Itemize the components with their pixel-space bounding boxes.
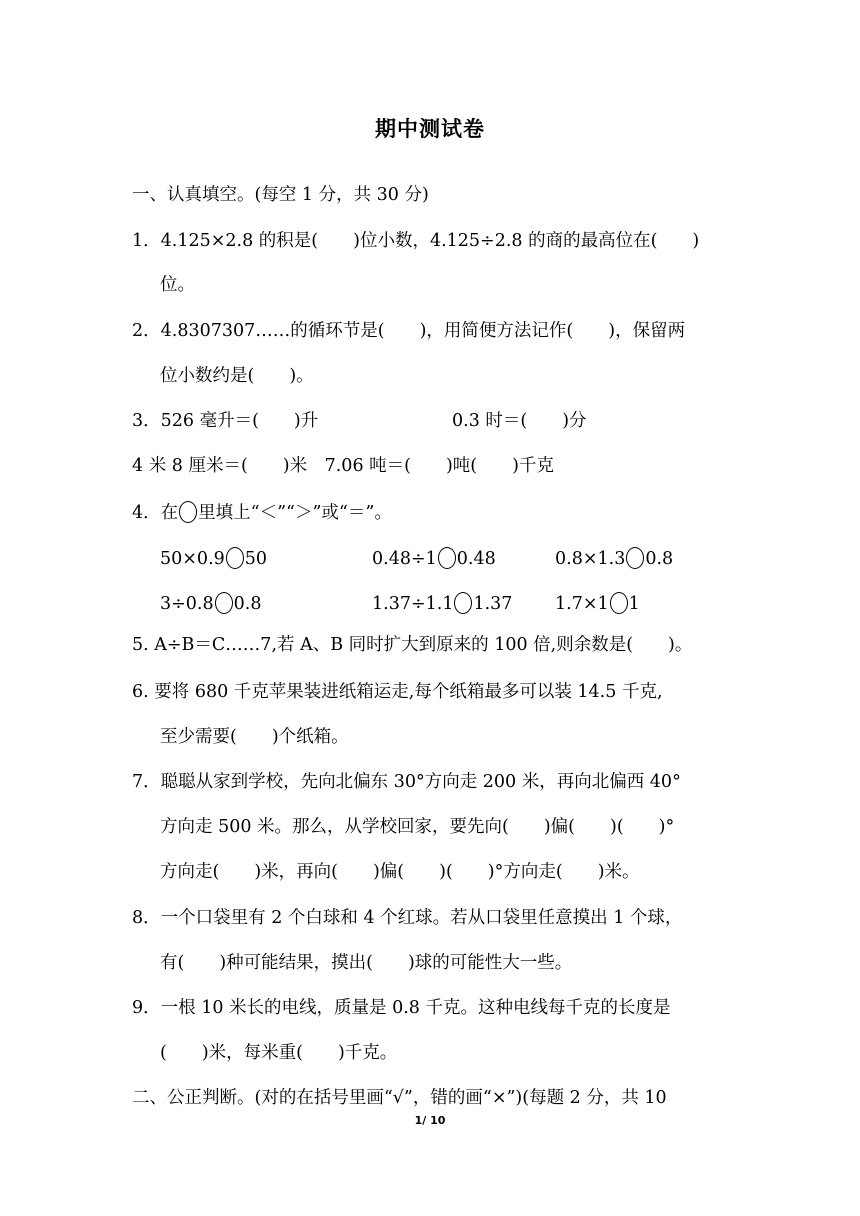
- question-5: 5. A÷B＝C……7,若 A、B 同时扩大到原来的 100 倍,则余数是( )。: [132, 635, 693, 655]
- section2-heading: 二、公正判断。(对的在括号里画“√”，错的画“×”)(每题 2 分，共 10: [132, 1088, 667, 1108]
- answer-circle[interactable]: [215, 592, 233, 614]
- answer-circle[interactable]: [610, 592, 628, 614]
- question-3-part-a: 3．526 毫升＝( )升: [132, 411, 319, 431]
- compare-item-e: 1.37÷1.1 1.37: [372, 594, 513, 614]
- question-6-line-2: 至少需要( )个纸箱。: [160, 727, 349, 747]
- question-7-line-3: 方向走( )米，再向( )偏( )( )°方向走( )米。: [160, 862, 640, 882]
- page-number: 1/ 10: [414, 1114, 446, 1127]
- answer-circle[interactable]: [226, 547, 244, 569]
- compare-item-c: 0.8×1.3 0.8: [555, 549, 674, 569]
- compare-item-d: 3÷0.8 0.8: [160, 594, 262, 614]
- question-9-line-2: ( )米，每米重( )千克。: [160, 1043, 398, 1063]
- compare-item-a: 50×0.9 50: [160, 549, 268, 569]
- question-7-line-1: 7．聪聪从家到学校，先向北偏东 30°方向走 200 米，再向北偏西 40°: [132, 772, 681, 792]
- question-2-line-1: 2．4.8307307……的循环节是( )，用简便方法记作( )，保留两: [132, 321, 686, 341]
- page-title: 期中测试卷: [375, 117, 485, 141]
- question-6-line-1: 6. 要将 680 千克苹果装进纸箱运走,每个纸箱最多可以装 14.5 千克,: [132, 682, 663, 702]
- compare-item-f: 1.7×1 1: [555, 594, 640, 614]
- answer-circle[interactable]: [454, 592, 472, 614]
- question-7-line-2: 方向走 500 米。那么，从学校回家，要先向( )偏( )( )°: [160, 817, 675, 837]
- question-4-instruction: [132, 501, 392, 525]
- question-8-line-2: 有( )种可能结果，摸出( )球的可能性大一些。: [160, 953, 573, 973]
- question-2-line-2: 位小数约是( )。: [160, 366, 314, 386]
- question-9-line-1: 9．一根 10 米长的电线，质量是 0.8 千克。这种电线每千克的长度是: [132, 998, 671, 1018]
- question-4-suffix: 里填上“＜”“＞”或“＝”。: [198, 503, 392, 523]
- compare-item-b: 0.48÷1 0.48: [372, 549, 496, 569]
- question-8-line-1: 8．一个口袋里有 2 个白球和 4 个红球。若从口袋里任意摸出 1 个球，: [132, 908, 683, 928]
- circle-blank-icon: [179, 501, 197, 523]
- question-1-line-1: 1．4.125×2.8 的积是( )位小数，4.125÷2.8 的商的最高位在( ): [132, 231, 700, 251]
- question-4-prefix: 4．在: [132, 503, 179, 523]
- answer-circle[interactable]: [626, 547, 644, 569]
- answer-circle[interactable]: [438, 547, 456, 569]
- question-1-line-2: 位。: [160, 275, 195, 295]
- section1-heading: 一、认真填空。(每空 1 分，共 30 分): [132, 185, 429, 205]
- question-3-part-b: 0.3 时＝( )分: [452, 411, 587, 431]
- question-3-part-c: 4 米 8 厘米＝( )米 7.06 吨＝( )吨( )千克: [132, 456, 554, 476]
